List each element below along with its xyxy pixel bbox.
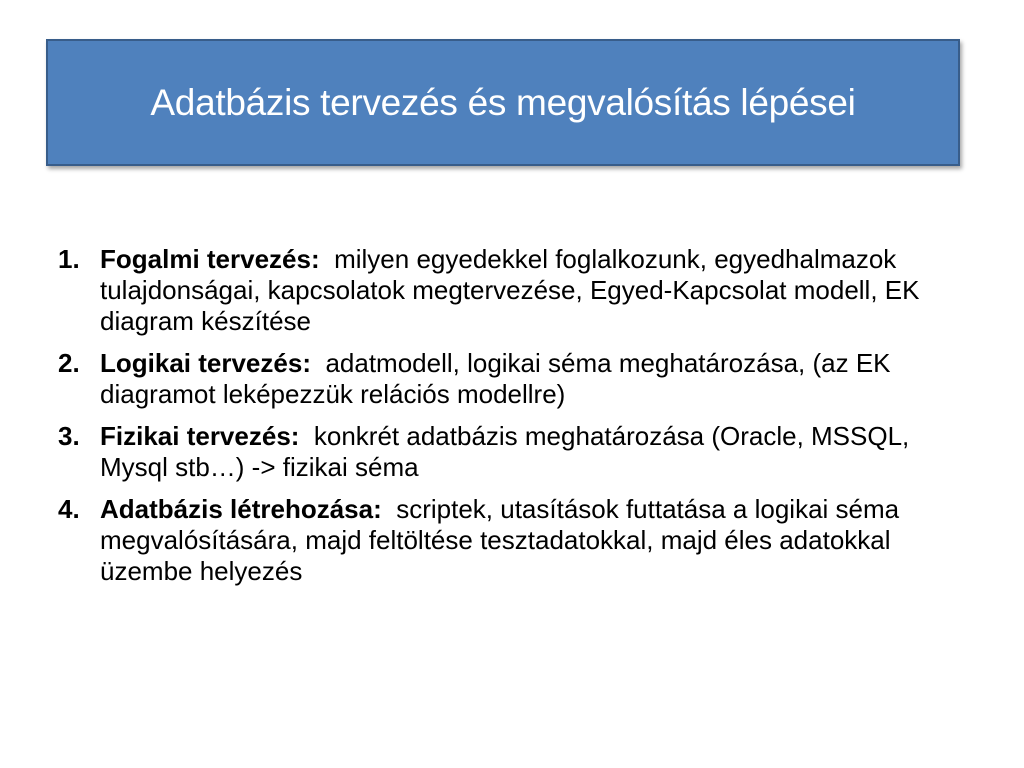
list-item-body: [100, 348, 978, 410]
slide-title: Adatbázis tervezés és megvalósítás lépései: [150, 81, 856, 123]
list-item: [58, 244, 978, 337]
numbered-list: [58, 244, 978, 598]
list-item-number: 3.: [58, 421, 80, 451]
list-item-description: konkrét adatbázis meghatározása (Oracle, MSSQL, Mysql stb…) -> fizikai séma: [100, 421, 910, 482]
list-item-body: [100, 421, 978, 483]
list-item-number: 4.: [58, 494, 80, 524]
list-item-description: adatmodell, logikai séma meghatározása, (az EK diagramot leképezzük relációs modellre): [100, 348, 891, 409]
list-item-number: 1.: [58, 244, 80, 274]
list-item-body: [100, 244, 978, 337]
slide-title-box: [46, 39, 960, 166]
list-item: [58, 494, 978, 587]
list-item-description: milyen egyedekkel foglalkozunk, egyedhalmazok tulajdonságai, kapcsolatok megtervezése, Egyed-Kapcsolat modell, EK diagram készítése: [100, 244, 920, 336]
list-item-description: scriptek, utasítások futtatása a logikai séma megvalósítására, majd feltöltése tesztadatokkal, majd éles adatokkal üzembe helyezés: [100, 494, 900, 586]
list-item-term: Fogalmi tervezés:: [100, 244, 320, 274]
list-item-body: [100, 494, 978, 587]
list-item-term: Fizikai tervezés:: [100, 421, 300, 451]
list-item-term: Logikai tervezés:: [100, 348, 311, 378]
list-item-number: 2.: [58, 348, 80, 378]
list-item: [58, 421, 978, 483]
list-item-term: Adatbázis létrehozása:: [100, 494, 382, 524]
list-item: [58, 348, 978, 410]
